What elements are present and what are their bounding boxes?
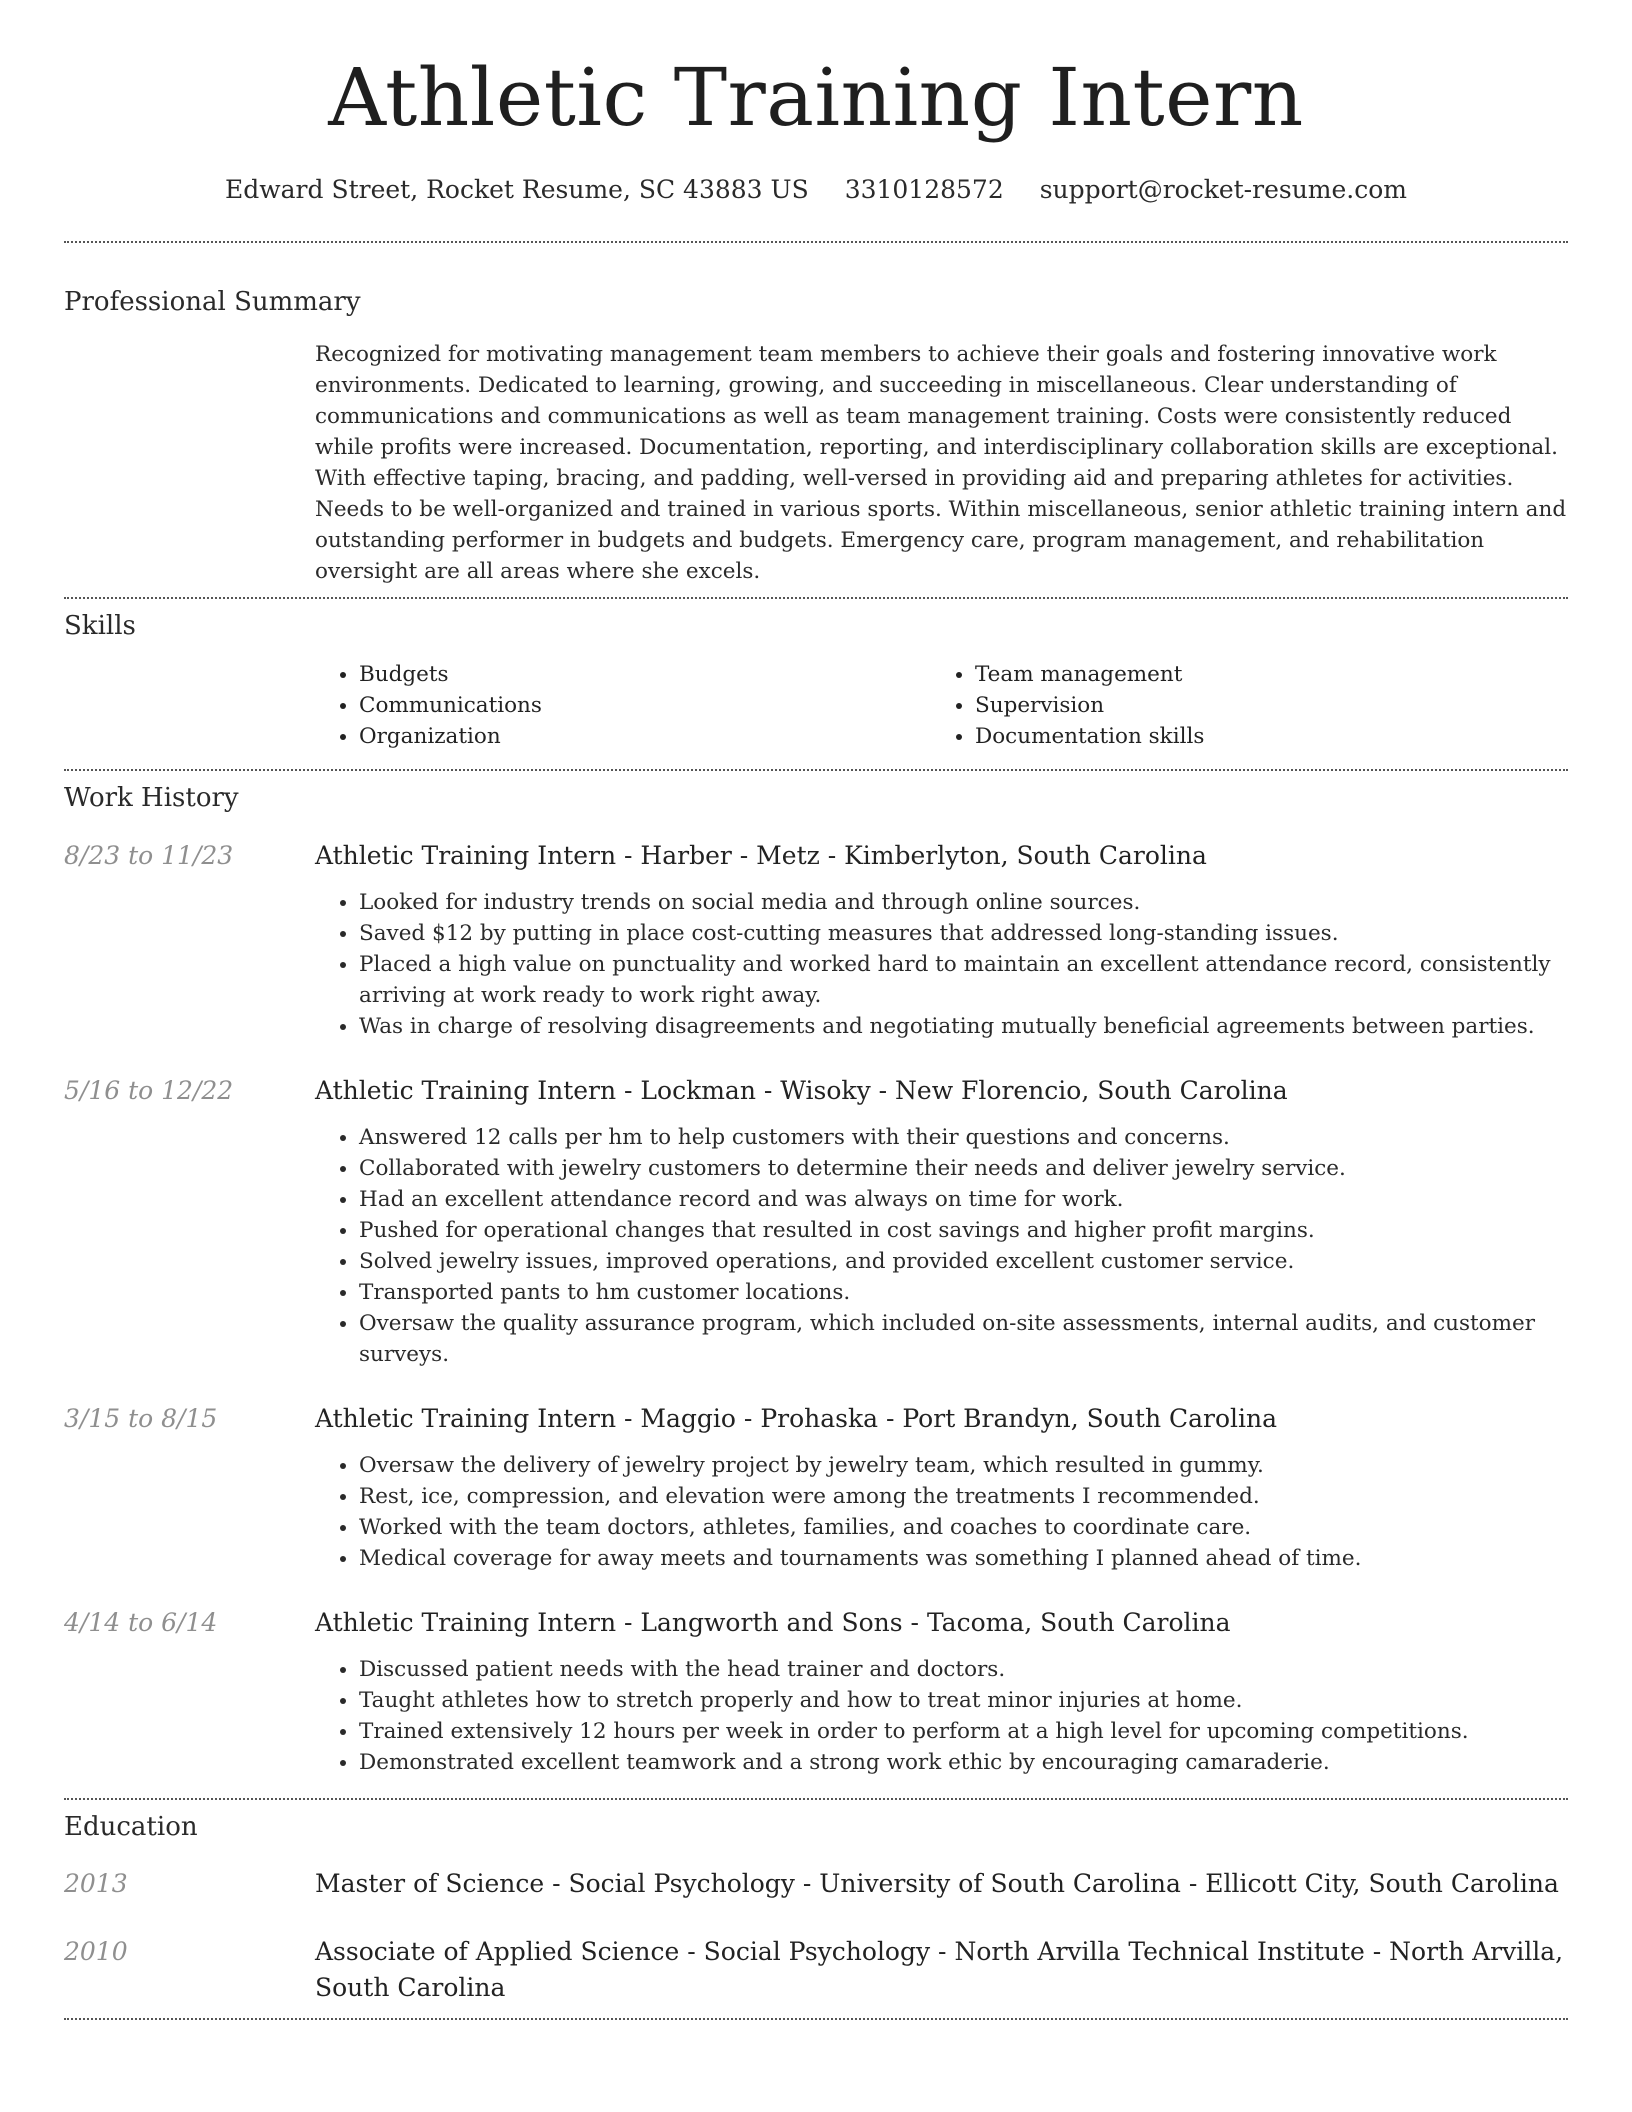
list-item: • Discussed patient needs with the head trainer and doctors.: [359, 1654, 1568, 1685]
list-item: • Answered 12 calls per hm to help customers with their questions and concerns.: [359, 1122, 1568, 1153]
contact-phone: 3310128572: [844, 175, 1004, 204]
list-item: • Looked for industry trends on social media and through online sources.: [359, 887, 1568, 918]
education-year: 2013: [64, 1869, 128, 1898]
list-item: • Worked with the team doctors, athletes, families, and coaches to coordinate care.: [359, 1512, 1568, 1543]
list-item: • Transported pants to hm customer locations.: [359, 1277, 1568, 1308]
job-title: Athletic Training Intern - Maggio - Prohaska - Port Brandyn, South Carolina: [315, 1404, 1278, 1433]
job-date: 5/16 to 12/22: [64, 1076, 234, 1105]
job-date: 4/14 to 6/14: [64, 1608, 218, 1637]
job-bullets: [64, 1122, 1568, 1370]
job-bullets: [64, 1654, 1568, 1778]
list-item: • Medical coverage for away meets and tournaments was something I planned ahead of time.: [359, 1543, 1568, 1574]
resume-page: [64, 0, 1568, 2020]
list-item: • Was in charge of resolving disagreements and negotiating mutually beneficial agreements between parties.: [359, 1011, 1568, 1042]
job-bullets: [64, 887, 1568, 1042]
job-date: 3/15 to 8/15: [64, 1404, 218, 1433]
list-item: • Oversaw the quality assurance program, which included on-site assessments, internal audits, and customer surveys.: [359, 1308, 1568, 1370]
skills-column-left: [315, 659, 931, 752]
education-year: 2010: [64, 1937, 128, 1966]
list-item: • Placed a high value on punctuality and worked hard to maintain an excellent attendance record, consistently arriving at work ready to work right away.: [359, 949, 1568, 1011]
skill-item: • Budgets: [359, 659, 931, 690]
resume-title: Athletic Training Intern: [328, 51, 1304, 144]
skill-item: • Organization: [359, 721, 931, 752]
section-heading-work: Work History: [64, 783, 239, 813]
list-item: • Pushed for operational changes that resulted in cost savings and higher profit margins.: [359, 1215, 1568, 1246]
job-title: Athletic Training Intern - Langworth and Sons - Tacoma, South Carolina: [315, 1608, 1231, 1637]
list-item: • Had an excellent attendance record and was always on time for work.: [359, 1184, 1568, 1215]
summary-text: Recognized for motivating management team members to achieve their goals and fostering innovative work environments. Dedicated to learning, growing, and succeeding in miscellaneous. Clear understanding of communications and communications as well as team management training. Costs were consistently reduced while profits were increased. Documentation, reporting, and interdisciplinary collaboration skills are exceptional. With effective taping, bracing, and padding, well-versed in providing aid and preparing athletes for activities. Needs to be well-organized and trained in various sports. Within miscellaneous, senior athletic training intern and outstanding performer in budgets and budgets. Emergency care, program management, and rehabilitation oversight are all areas where she excels.: [315, 342, 1567, 584]
list-item: • Solved jewelry issues, improved operations, and provided excellent customer service.: [359, 1246, 1568, 1277]
education-item: [64, 1934, 1568, 2006]
list-item: • Trained extensively 12 hours per week in order to perform at a high level for upcoming competitions.: [359, 1716, 1568, 1747]
job-header: [64, 1076, 1568, 1106]
job-bullets: [64, 1450, 1568, 1574]
section-heading-skills: Skills: [64, 611, 136, 641]
job-header: [64, 1404, 1568, 1434]
list-item: • Oversaw the delivery of jewelry project by jewelry team, which resulted in gummy.: [359, 1450, 1568, 1481]
education-item: [64, 1866, 1568, 1902]
skill-item: • Documentation skills: [975, 721, 1547, 752]
skills-list: [315, 659, 1568, 752]
contact-email: support@rocket-resume.com: [1039, 175, 1408, 204]
divider: [64, 2018, 1568, 2020]
list-item: • Rest, ice, compression, and elevation were among the treatments I recommended.: [359, 1481, 1568, 1512]
list-item: • Demonstrated excellent teamwork and a strong work ethic by encouraging camaraderie.: [359, 1747, 1568, 1778]
job-title: Athletic Training Intern - Harber - Metz - Kimberlyton, South Carolina: [315, 841, 1207, 870]
job-title: Athletic Training Intern - Lockman - Wisoky - New Florencio, South Carolina: [315, 1076, 1288, 1105]
divider: [64, 1798, 1568, 1800]
education-title: Associate of Applied Science - Social Psychology - North Arvilla Technical Institute - North Arvilla, South Carolina: [315, 1937, 1564, 2002]
contact-address: Edward Street, Rocket Resume, SC 43883 US: [224, 175, 809, 204]
skill-item: • Supervision: [975, 690, 1547, 721]
divider: [64, 597, 1568, 599]
divider: [64, 241, 1568, 243]
education-title: Master of Science - Social Psychology - University of South Carolina - Ellicott City, South Carolina: [315, 1869, 1559, 1898]
list-item: • Saved $12 by putting in place cost-cutting measures that addressed long-standing issues.: [359, 918, 1568, 949]
list-item: • Collaborated with jewelry customers to determine their needs and deliver jewelry service.: [359, 1153, 1568, 1184]
job-header: [64, 1608, 1568, 1638]
job-header: [64, 841, 1568, 871]
skills-column-right: [931, 659, 1547, 752]
contact-line: [64, 177, 1568, 202]
job-date: 8/23 to 11/23: [64, 841, 234, 870]
skill-item: • Team management: [975, 659, 1547, 690]
section-heading-summary: Professional Summary: [64, 287, 361, 317]
list-item: • Taught athletes how to stretch properly and how to treat minor injuries at home.: [359, 1685, 1568, 1716]
section-heading-education: Education: [64, 1812, 198, 1842]
divider: [64, 769, 1568, 771]
skill-item: • Communications: [359, 690, 931, 721]
